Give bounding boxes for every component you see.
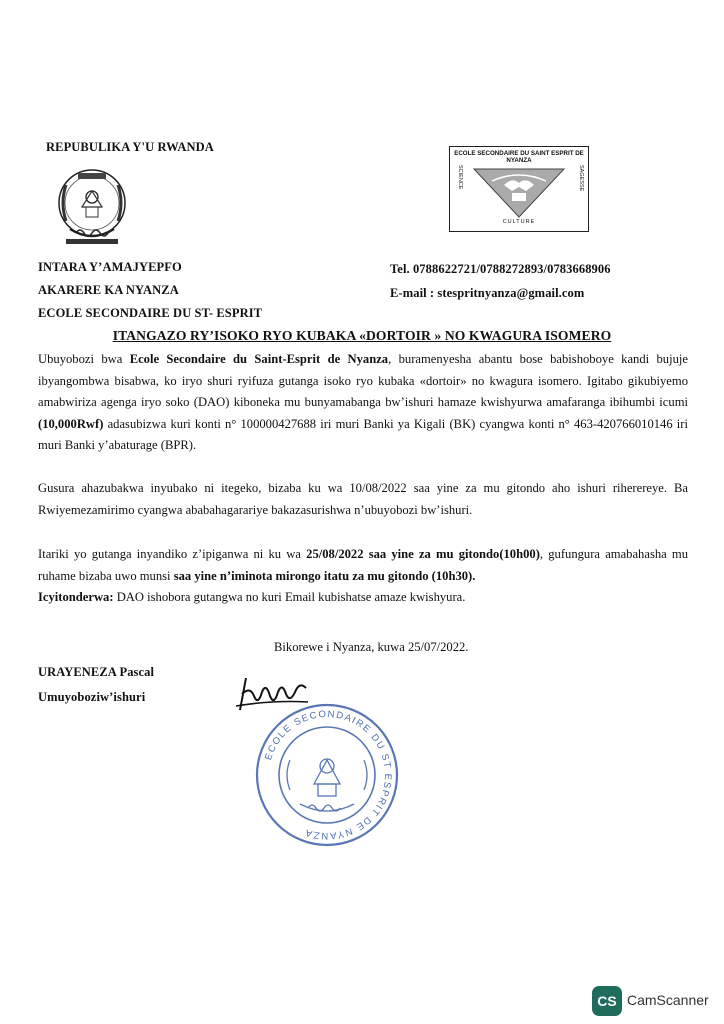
p1-text-a: Ubuyobozi bwa [38, 352, 130, 366]
rwanda-coat-of-arms-icon [52, 163, 132, 249]
notice-paragraph-1 [38, 349, 688, 457]
school-full-name: Ecole Secondaire du Saint-Esprit de Nyanza [129, 352, 389, 366]
opening-time: saa yine n’iminota mirongo itatu za mu gitondo (10h30). [173, 568, 476, 583]
p1-text-c: , buramenyesha abantu bose babishoboye kandi bujuje ibyangombwa bisabwa, ko iryo shuri ryifuza gutanga isoko ryo kubaka «dortoir» no kwagura isomero. Igitabo gikubiyemo amabwiriza agenga iryo soko (DAO) kiboneka mu bunyamabanga bw’ishuri hamaze kwishyurwa amafaranga ibihumbi icumi [38, 352, 688, 409]
note-label: Icyitonderwa: [38, 590, 114, 604]
notice-title: ITANGAZO RY’ISOKO RYO KUBAKA «DORTOIR » NO KWAGURA ISOMERO [112, 328, 612, 343]
p3-text-c: , gufungura amabahasha mu ruhame bizaba uwo munsi [38, 547, 689, 583]
place-and-date: Bikorewe i Nyanza, kuwa 25/07/2022. [274, 640, 469, 654]
country-name: REPUBULIKA Y'U RWANDA [46, 140, 214, 154]
dao-fee: (10,000Rwf) [38, 416, 104, 431]
note-text: DAO ishobora gutangwa no kuri Email kubishatse amaze kwishyura. [113, 590, 466, 604]
signatory-name: URAYENEZA Pascal [38, 665, 155, 679]
p1-text-e: adasubizwa kuri konti n° 100000427688 iri muri Banki ya Kigali (BK) cyangwa konti n° 463-4207660101​46 iri muri Banki y’abaturage (BPR). [38, 416, 688, 452]
school-name: ECOLE SECONDAIRE DU ST- ESPRIT [38, 306, 263, 320]
notice-paragraph-3 [38, 544, 688, 609]
school-logo-name: ECOLE SECONDAIRE DU SAINT ESPRIT DE NYANZA [454, 150, 584, 164]
signatory-role: Umuyoboziw’ishuri [38, 690, 146, 704]
camscanner-logo: CS [592, 986, 622, 1016]
p3-text-a: Itariki yo gutanga inyandiko z’ipiganwa ni ku wa [38, 547, 307, 561]
district-name: AKARERE KA NYANZA [38, 283, 179, 297]
school-logo-bottom-word: CULTURE [502, 219, 536, 225]
school-logo [449, 146, 589, 232]
camscanner-label: CamScanner [627, 992, 709, 1008]
school-logo-right-word: SAGESSE [578, 165, 584, 192]
school-logo-left-word: SCIENCE [457, 165, 463, 190]
email-address: E-mail : stespritnyanza@gmail.com [390, 286, 585, 300]
province-name: INTARA Y’AMAJYEPFO [38, 260, 182, 274]
official-stamp [252, 700, 402, 850]
submission-deadline: 25/08/2022 saa yine za mu gitondo(10h00) [306, 547, 540, 561]
p2-text: Gusura ahazubakwa inyubako ni itegeko, bizaba ku wa 10/08/2022 saa yine za mu gitondo aho ishuri riherereye. Ba Rwiyemezamirimo cyangwa ababahagarariye bakazasurishwa n’ubuyobozi bw’ishuri. [38, 481, 688, 517]
school-logo-emblem-icon [472, 167, 566, 219]
phone-numbers: Tel. 0788622721/0788272893/0783668906 [390, 262, 611, 276]
stamp-ring-text: ECOLE SECONDAIRE DU ST ESPRIT DE NYANZA [263, 708, 394, 842]
notice-paragraph-2 [38, 478, 688, 521]
